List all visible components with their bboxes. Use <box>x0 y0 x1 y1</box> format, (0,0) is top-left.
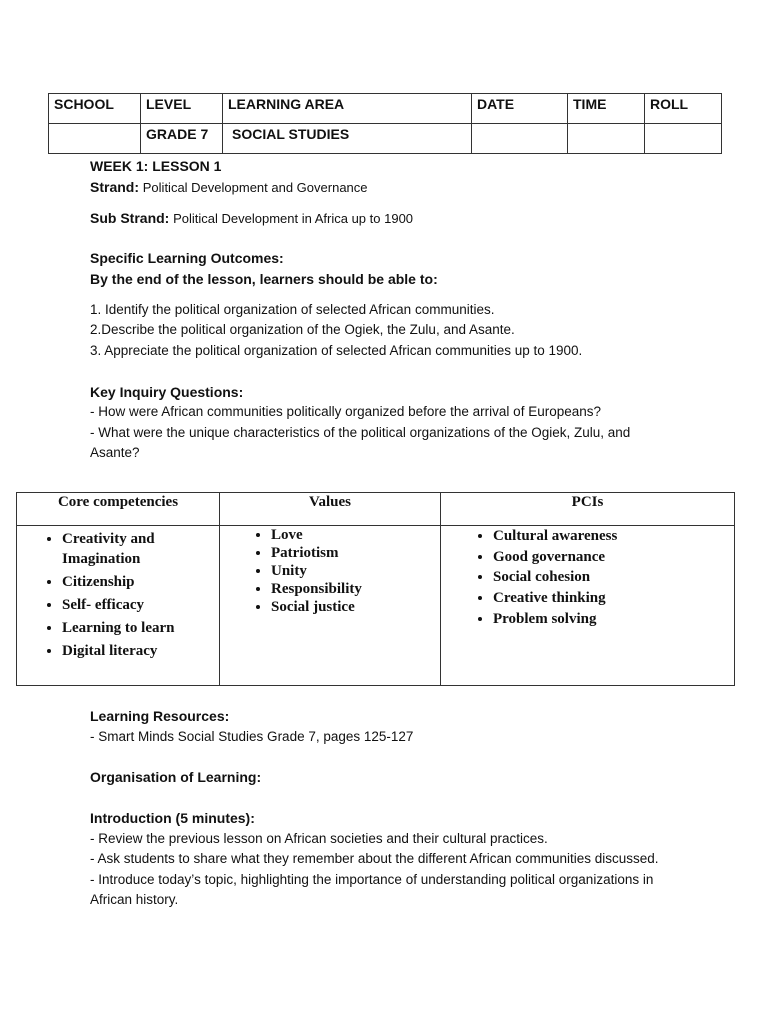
roll-value <box>645 124 722 154</box>
inquiry-line: - How were African communities politically organized before the arrival of Europeans? <box>90 404 601 419</box>
sub-strand-value: Political Development in Africa up to 1900 <box>173 211 414 226</box>
pcis-header: PCIs <box>441 493 735 526</box>
inquiry-title: Key Inquiry Questions: <box>90 384 244 400</box>
school-value <box>49 124 141 154</box>
header-row <box>49 94 722 124</box>
competencies-body-row <box>17 526 735 686</box>
date-value <box>472 124 568 154</box>
introduction-title: Introduction (5 minutes): <box>90 810 255 826</box>
pcis-list <box>441 526 734 630</box>
outcome-item: 2.Describe the political organization of the Ogiek, the Zulu, and Asante. <box>90 322 515 337</box>
outcomes-title: Specific Learning Outcomes: <box>90 250 284 266</box>
competencies-table <box>16 492 735 686</box>
list-item: • Unity <box>271 562 440 580</box>
strand-value: Political Development and Governance <box>142 180 368 195</box>
level-value: GRADE 7 <box>141 124 223 154</box>
week-lesson-title: WEEK 1: LESSON 1 <box>90 158 222 174</box>
list-item: • Digital literacy <box>62 641 219 661</box>
list-item: • Learning to learn <box>62 618 219 638</box>
values-list <box>220 526 440 616</box>
list-item: • Creativity and Imagination <box>62 529 172 569</box>
header-date: DATE <box>472 94 568 124</box>
core-competencies-header: Core competencies <box>17 493 220 526</box>
list-item: • Responsibility <box>271 580 440 598</box>
list-item: • Love <box>271 526 440 544</box>
inquiry-line: Asante? <box>90 445 140 460</box>
competencies-header-row <box>17 493 735 526</box>
list-item: • Social cohesion <box>493 567 734 588</box>
values-header: Values <box>220 493 441 526</box>
header-level: LEVEL <box>141 94 223 124</box>
list-item: • Cultural awareness <box>493 526 734 547</box>
outcomes-intro: By the end of the lesson, learners should be able to: <box>90 271 438 287</box>
list-item: • Citizenship <box>62 572 219 592</box>
lesson-header-table <box>48 93 722 154</box>
introduction-line: - Review the previous lesson on African societies and their cultural practices. <box>90 831 548 846</box>
outcome-item: 1. Identify the political organization of selected African communities. <box>90 302 495 317</box>
time-value <box>568 124 645 154</box>
resources-title: Learning Resources: <box>90 708 230 724</box>
core-competencies-list <box>17 529 219 661</box>
list-item: • Self- efficacy <box>62 595 219 615</box>
values-cell <box>220 526 441 686</box>
resources-item: - Smart Minds Social Studies Grade 7, pages 125-127 <box>90 729 414 744</box>
list-item: • Social justice <box>271 598 440 616</box>
list-item: • Creative thinking <box>493 588 734 609</box>
header-roll: ROLL <box>645 94 722 124</box>
list-item: • Good governance <box>493 547 734 568</box>
inquiry-line: - What were the unique characteristics of the political organizations of the Ogiek, Zulu, and <box>90 425 631 440</box>
values-row <box>49 124 722 154</box>
learning-area-value: SOCIAL STUDIES <box>223 124 472 154</box>
pcis-cell <box>441 526 735 686</box>
outcome-item: 3. Appreciate the political organization of selected African communities up to 1900. <box>90 343 583 358</box>
strand-label: Strand: <box>90 179 139 195</box>
sub-strand-line <box>90 208 413 229</box>
strand-line <box>90 177 368 198</box>
list-item: • Patriotism <box>271 544 440 562</box>
introduction-line: African history. <box>90 892 179 907</box>
introduction-line: - Introduce today’s topic, highlighting the importance of understanding political organizations in <box>90 872 654 887</box>
header-school: SCHOOL <box>49 94 141 124</box>
header-learning-area: LEARNING AREA <box>223 94 472 124</box>
list-item: • Problem solving <box>493 609 734 630</box>
header-time: TIME <box>568 94 645 124</box>
introduction-line: - Ask students to share what they remember about the different African communities discussed. <box>90 851 659 866</box>
sub-strand-label: Sub Strand: <box>90 210 170 226</box>
core-competencies-cell <box>17 526 220 686</box>
organisation-title: Organisation of Learning: <box>90 769 262 785</box>
